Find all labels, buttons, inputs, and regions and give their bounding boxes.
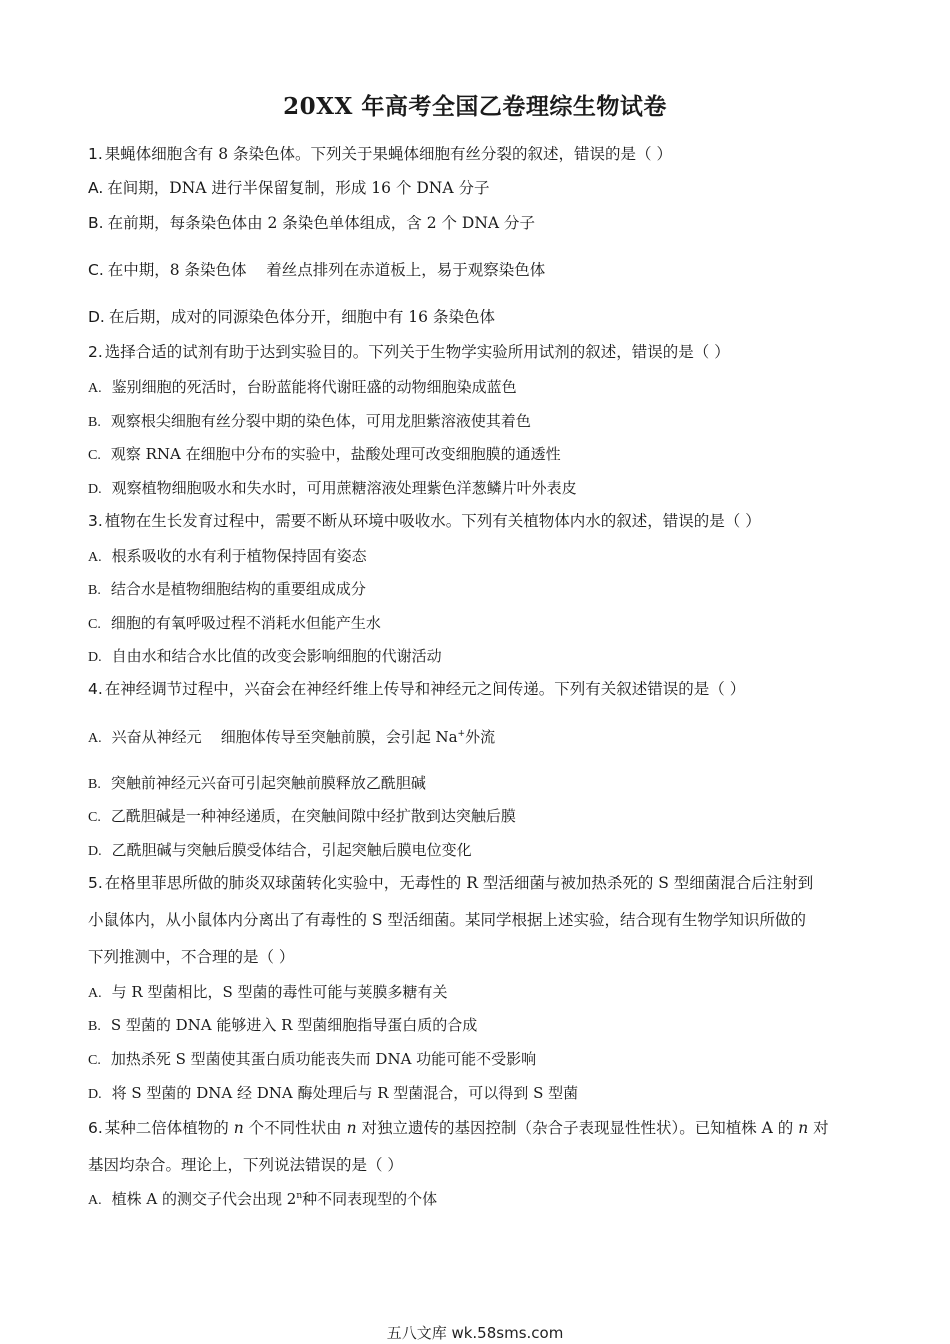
question-text: 对独立遗传的基因控制（杂合子表现显性性状）。已知植株 A 的 <box>356 1119 799 1137</box>
footer-watermark: 五八文库 wk.58sms.com <box>386 1324 564 1342</box>
question-2-option-b <box>88 410 531 434</box>
option-text: 鉴别细胞的死活时，台盼蓝能将代谢旺盛的动物细胞染成蓝色 <box>111 378 517 396</box>
option-text: 结合水是植物细胞结构的重要组成成分 <box>110 580 366 598</box>
question-3-option-b <box>88 578 366 602</box>
question-4-stem <box>88 678 745 700</box>
option-label: B. <box>88 583 101 598</box>
question-5-option-a <box>88 981 448 1005</box>
question-1-option-c <box>88 259 545 281</box>
question-4-option-a <box>88 726 495 750</box>
option-label: C. <box>88 448 101 463</box>
option-text: 种不同表现型的个体 <box>302 1190 438 1208</box>
question-number: 1. <box>88 145 103 163</box>
superscript: n <box>296 1191 303 1201</box>
question-number: 6. <box>88 1119 103 1137</box>
question-2-option-c <box>88 443 561 467</box>
question-3-option-a <box>88 545 367 569</box>
option-text: 乙酰胆碱与突触后膜受体结合，引起突触后膜电位变化 <box>111 841 472 859</box>
question-1-option-d <box>88 306 495 328</box>
question-number: 5. <box>88 874 103 892</box>
question-6-stem <box>88 1117 829 1139</box>
option-text: 兴奋从神经元 细胞体传导至突触前膜，会引起 Na <box>111 728 458 746</box>
option-text: 乙酰胆碱是一种神经递质，在突触间隙中经扩散到达突触后膜 <box>110 807 516 825</box>
option-label: D. <box>88 482 102 497</box>
option-text: S 型菌的 DNA 能够进入 R 型菌细胞指导蛋白质的合成 <box>110 1016 478 1034</box>
question-5-option-d <box>88 1082 578 1106</box>
option-label: C. <box>88 261 104 279</box>
page-title: 20XX 年高考全国乙卷理综生物试卷 <box>283 93 667 120</box>
question-2-option-d <box>88 477 577 501</box>
option-label: B. <box>88 777 101 792</box>
option-label: D. <box>88 650 102 665</box>
question-number: 3. <box>88 512 103 530</box>
option-text: 植株 A 的测交子代会出现 2 <box>111 1190 297 1208</box>
question-3-option-d <box>88 645 442 669</box>
option-label: D. <box>88 844 102 859</box>
option-label: C. <box>88 617 101 632</box>
option-text: 自由水和结合水比值的改变会影响细胞的代谢活动 <box>111 647 442 665</box>
question-text: 某种二倍体植物的 <box>104 1119 234 1137</box>
question-text: 果蝇体细胞含有 8 条染色体。下列关于果蝇体细胞有丝分裂的叙述，错误的是（ ） <box>104 145 672 163</box>
question-3-option-c <box>88 612 381 636</box>
option-label: A. <box>88 986 102 1001</box>
question-2-stem <box>88 341 730 363</box>
option-label: B. <box>88 1019 101 1034</box>
option-text: 观察植物细胞吸水和失水时，可用蔗糖溶液处理紫色洋葱鳞片叶外表皮 <box>111 479 577 497</box>
option-text: 根系吸收的水有利于植物保持固有姿态 <box>111 547 367 565</box>
question-text: 植物在生长发育过程中，需要不断从环境中吸收水。下列有关植物体内水的叙述，错误的是（ ） <box>104 512 761 530</box>
question-1-option-a <box>88 177 490 199</box>
option-text: 加热杀死 S 型菌使其蛋白质功能丧失而 DNA 功能可能不受影响 <box>110 1050 537 1068</box>
option-text: 外流 <box>465 728 496 746</box>
question-6-stem-cont: 基因均杂合。理论上，下列说法错误的是（ ） <box>88 1156 403 1174</box>
option-label: C. <box>88 810 101 825</box>
option-text: 将 S 型菌的 DNA 经 DNA 酶处理后与 R 型菌混合，可以得到 S 型菌 <box>111 1084 579 1102</box>
question-2-option-a <box>88 376 517 400</box>
option-label: C. <box>88 1053 101 1068</box>
question-text: 在格里菲思所做的肺炎双球菌转化实验中，无毒性的 R 型活细菌与被加热杀死的 S 型细菌混合后注射到 <box>104 874 814 892</box>
question-3-stem <box>88 510 761 532</box>
option-text: 细胞的有氧呼吸过程不消耗水但能产生水 <box>110 614 381 632</box>
question-5-stem-cont: 下列推测中，不合理的是（ ） <box>88 948 295 966</box>
option-label: B. <box>88 214 104 232</box>
option-text: 与 R 型菌相比，S 型菌的毒性可能与荚膜多糖有关 <box>111 983 448 1001</box>
question-text: 对 <box>808 1119 829 1137</box>
question-text: 选择合适的试剂有助于达到实验目的。下列关于生物学实验所用试剂的叙述，错误的是（ ） <box>104 343 730 361</box>
option-text: 突触前神经元兴奋可引起突触前膜释放乙酰胆碱 <box>110 774 426 792</box>
question-number: 2. <box>88 343 103 361</box>
option-text: 在间期，DNA 进行半保留复制，形成 16 个 DNA 分子 <box>107 179 490 197</box>
option-label: A. <box>88 1193 102 1208</box>
option-label: D. <box>88 1087 102 1102</box>
option-text: 在前期，每条染色体由 2 条染色单体组成，含 2 个 DNA 分子 <box>107 214 536 232</box>
question-4-option-b <box>88 772 426 796</box>
question-number: 4. <box>88 680 103 698</box>
question-5-option-c <box>88 1048 536 1072</box>
question-6-option-a <box>88 1188 437 1212</box>
option-text: 观察 RNA 在细胞中分布的实验中，盐酸处理可改变细胞膜的通透性 <box>110 445 561 463</box>
question-text: 在神经调节过程中，兴奋会在神经纤维上传导和神经元之间传递。下列有关叙述错误的是（ ） <box>104 680 746 698</box>
option-label: A. <box>88 550 102 565</box>
variable-n: n <box>798 1119 809 1137</box>
question-4-option-c <box>88 805 516 829</box>
variable-n: n <box>346 1119 357 1137</box>
option-label: A. <box>88 381 102 396</box>
question-text: 个不同性状由 <box>243 1119 347 1137</box>
option-text: 在中期，8 条染色体 着丝点排列在赤道板上，易于观察染色体 <box>107 261 546 279</box>
question-5-stem <box>88 872 813 894</box>
option-label: A. <box>88 179 104 197</box>
question-5-stem-cont: 小鼠体内，从小鼠体内分离出了有毒性的 S 型活细菌。某同学根据上述实验，结合现有生物学知识所做的 <box>88 911 806 929</box>
superscript: + <box>457 729 466 739</box>
question-1-stem <box>88 143 672 165</box>
question-1-option-b <box>88 212 535 234</box>
question-5-option-b <box>88 1014 477 1038</box>
option-label: B. <box>88 415 101 430</box>
option-text: 在后期，成对的同源染色体分开，细胞中有 16 条染色体 <box>108 308 495 326</box>
option-label: D. <box>88 308 105 326</box>
option-text: 观察根尖细胞有丝分裂中期的染色体，可用龙胆紫溶液使其着色 <box>110 412 531 430</box>
question-4-option-d <box>88 839 472 863</box>
variable-n: n <box>233 1119 244 1137</box>
option-label: A. <box>88 731 102 746</box>
